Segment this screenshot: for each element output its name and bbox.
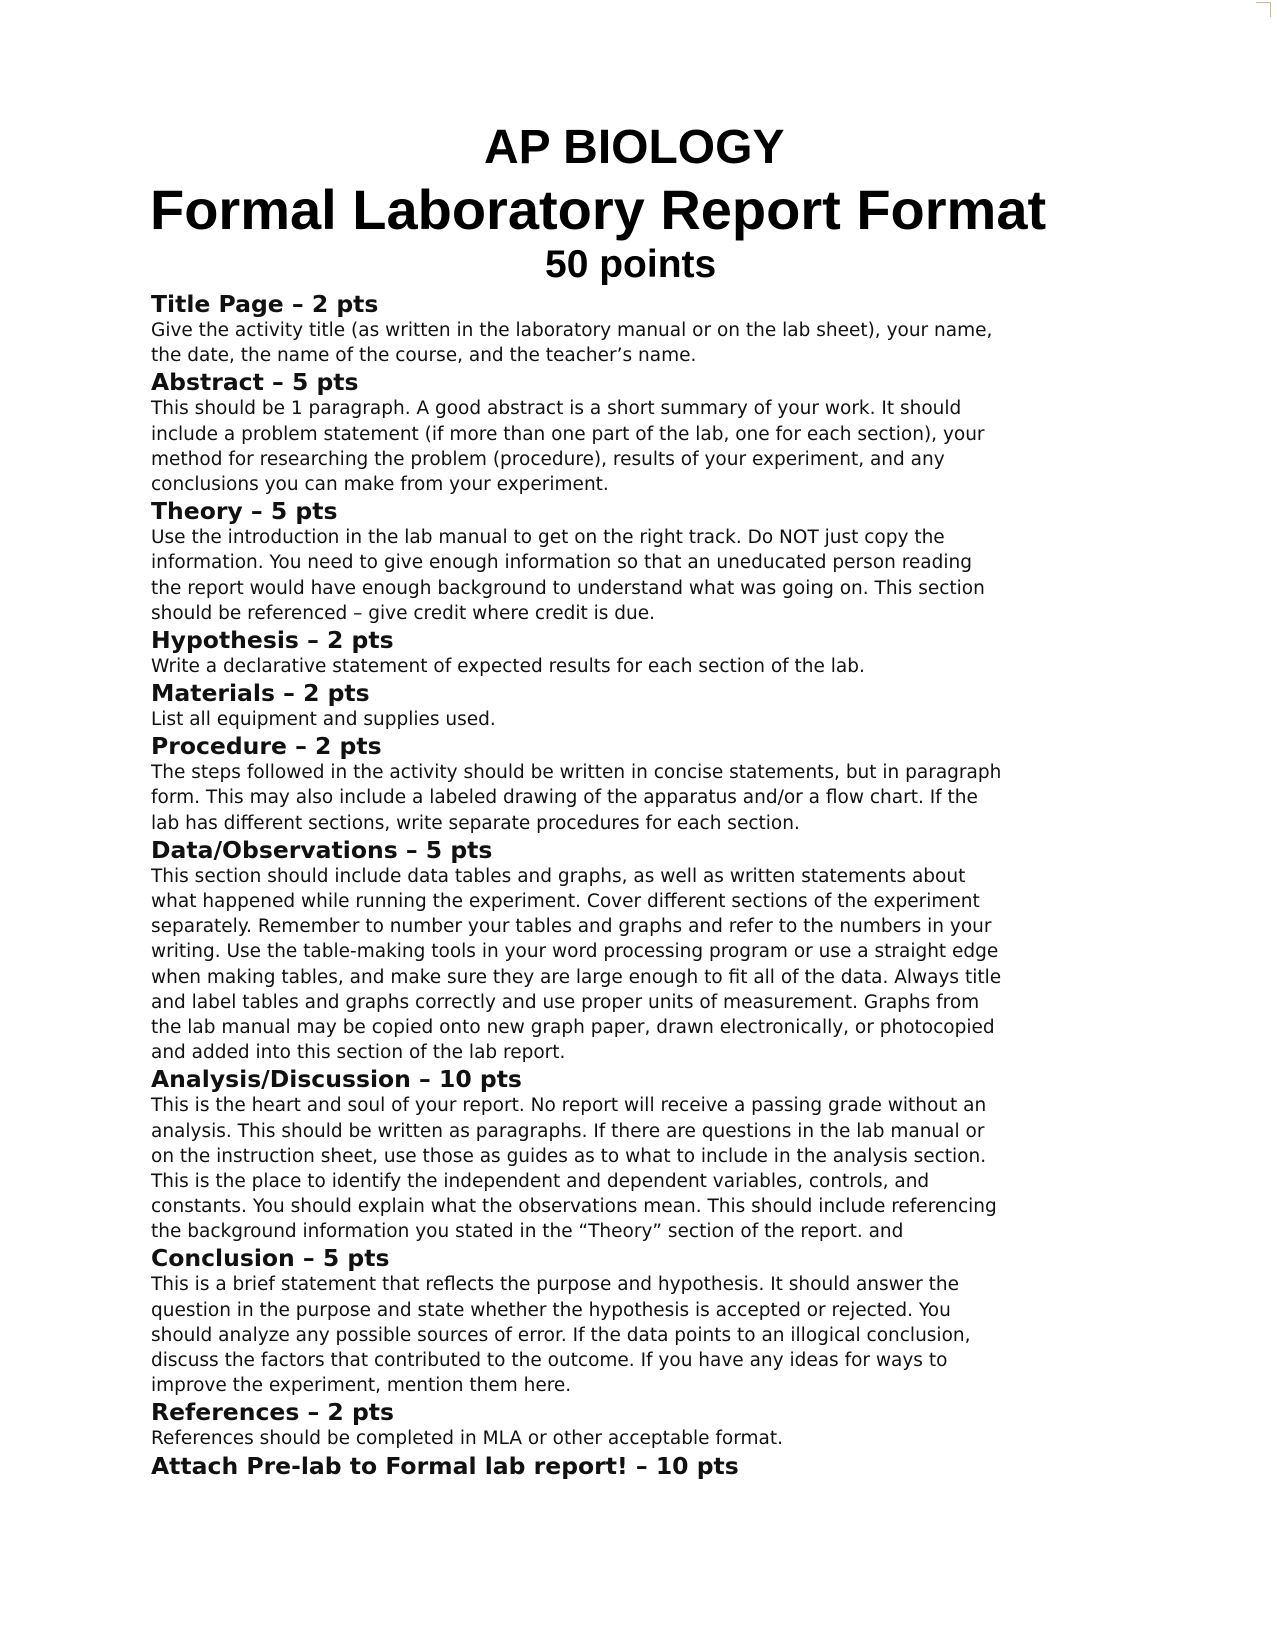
report-sections (151, 290, 1151, 1480)
description-line: discuss the factors that contributed to the outcome. If you have any ideas for ways to (151, 1350, 948, 1371)
description-line: improve the experiment, mention them here. (151, 1375, 572, 1397)
section-description (151, 396, 1151, 497)
report-section (151, 626, 1151, 679)
description-line: Write a declarative statement of expected results for each section of the lab. (151, 655, 865, 677)
description-line: constants. You should explain what the observations mean. This should include referencing (151, 1196, 997, 1218)
description-line: on the instruction sheet, use those as guides as to what to include in the analysis section. (151, 1145, 987, 1167)
section-heading: Conclusion – 5 pts (151, 1244, 390, 1273)
section-description (151, 318, 1151, 368)
section-description (151, 707, 1151, 732)
report-section (151, 732, 1151, 836)
description-line: the date, the name of the course, and the teacher’s name. (151, 345, 697, 367)
description-line: lab has different sections, write separate procedures for each section. (151, 812, 800, 834)
report-section (151, 1244, 1151, 1398)
description-line: include a problem statement (if more than one part of the lab, one for each section), your (151, 423, 985, 445)
section-description (151, 525, 1151, 626)
description-line: conclusions you can make from your experiment. (151, 473, 609, 495)
description-line: the background information you stated in the “Theory” section of the report. and (151, 1221, 904, 1243)
report-section (151, 497, 1151, 626)
report-section (151, 368, 1151, 497)
section-description (151, 1272, 1151, 1398)
section-description (151, 760, 1151, 836)
description-line: This is the place to identify the independent and dependent variables, controls, and (151, 1170, 930, 1192)
description-line: the report would have enough background to understand what was going on. This section (151, 577, 985, 599)
section-heading: Hypothesis – 2 pts (151, 625, 394, 654)
description-line: References should be completed in MLA or other acceptable format. (151, 1428, 783, 1450)
report-section (151, 290, 1151, 368)
description-line: and added into this section of the lab report. (151, 1042, 566, 1064)
report-section (151, 1398, 1151, 1451)
description-line: should be referenced – give credit where credit is due. (151, 602, 655, 624)
description-line: and label tables and graphs correctly and use proper units of measurement. Graphs from (151, 991, 980, 1013)
description-line: what happened while running the experiment. Cover different sections of the experiment (151, 891, 980, 912)
report-section (151, 836, 1151, 1066)
section-description (151, 864, 1151, 1066)
section-heading: Title Page – 2 pts (151, 290, 379, 318)
description-line: Use the introduction in the lab manual to get on the right track. Do NOT just copy the (151, 527, 945, 549)
section-heading: Theory – 5 pts (151, 497, 338, 526)
section-heading: References – 2 pts (151, 1398, 394, 1427)
report-section (151, 679, 1151, 732)
description-line: method for researching the problem (procedure), results of your experiment, and any (151, 448, 945, 470)
report-section (151, 1065, 1151, 1244)
description-line: This section should include data tables and graphs, as well as written statements about (151, 865, 966, 887)
description-line: when making tables, and make sure they are large enough to fit all of the data. Always title (151, 966, 1002, 988)
section-description (151, 1426, 1151, 1451)
section-description (151, 654, 1151, 679)
report-section (151, 1452, 1151, 1480)
description-line: separately. Remember to number your tables and graphs and refer to the numbers in your (151, 916, 992, 938)
section-heading: Abstract – 5 pts (151, 368, 359, 397)
description-line: analysis. This should be written as paragraphs. If there are questions in the lab manual or (151, 1120, 985, 1142)
description-line: The steps followed in the activity should be written in concise statements, but in paragraph (151, 762, 1002, 784)
description-line: form. This may also include a labeled drawing of the apparatus and/or a flow chart. If the (151, 787, 978, 809)
section-heading: Data/Observations – 5 pts (151, 835, 493, 864)
description-line: question in the purpose and state whether the hypothesis is accepted or rejected. You (151, 1299, 951, 1321)
description-line: writing. Use the table-making tools in your word processing program or use a straight edge (151, 941, 999, 963)
page-corner-mark (1256, 2, 1271, 17)
description-line: the lab manual may be copied onto new graph paper, drawn electronically, or photocopied (151, 1016, 995, 1038)
description-line: This should be 1 paragraph. A good abstract is a short summary of your work. It should (151, 398, 962, 420)
section-description (151, 1093, 1151, 1244)
section-heading: Procedure – 2 pts (151, 732, 382, 761)
description-line: List all equipment and supplies used. (151, 709, 496, 731)
description-line: information. You need to give enough information so that an uneducated person reading (151, 552, 972, 574)
description-line: This is a brief statement that reflects the purpose and hypothesis. It should answer the (151, 1274, 960, 1296)
course-heading: AP BIOLOGY (484, 121, 785, 174)
section-heading: Materials – 2 pts (151, 679, 370, 708)
section-heading: Attach Pre-lab to Formal lab report! – 10 pts (151, 1451, 739, 1480)
section-heading: Analysis/Discussion – 10 pts (151, 1065, 522, 1094)
total-points: 50 points (545, 243, 717, 286)
description-line: should analyze any possible sources of error. If the data points to an illogical conclusion, (151, 1324, 971, 1346)
document-title: Formal Laboratory Report Format (150, 178, 1047, 241)
description-line: Give the activity title (as written in the laboratory manual or on the lab sheet), your name, (151, 320, 993, 341)
description-line: This is the heart and soul of your report. No report will receive a passing grade without an (151, 1095, 987, 1117)
